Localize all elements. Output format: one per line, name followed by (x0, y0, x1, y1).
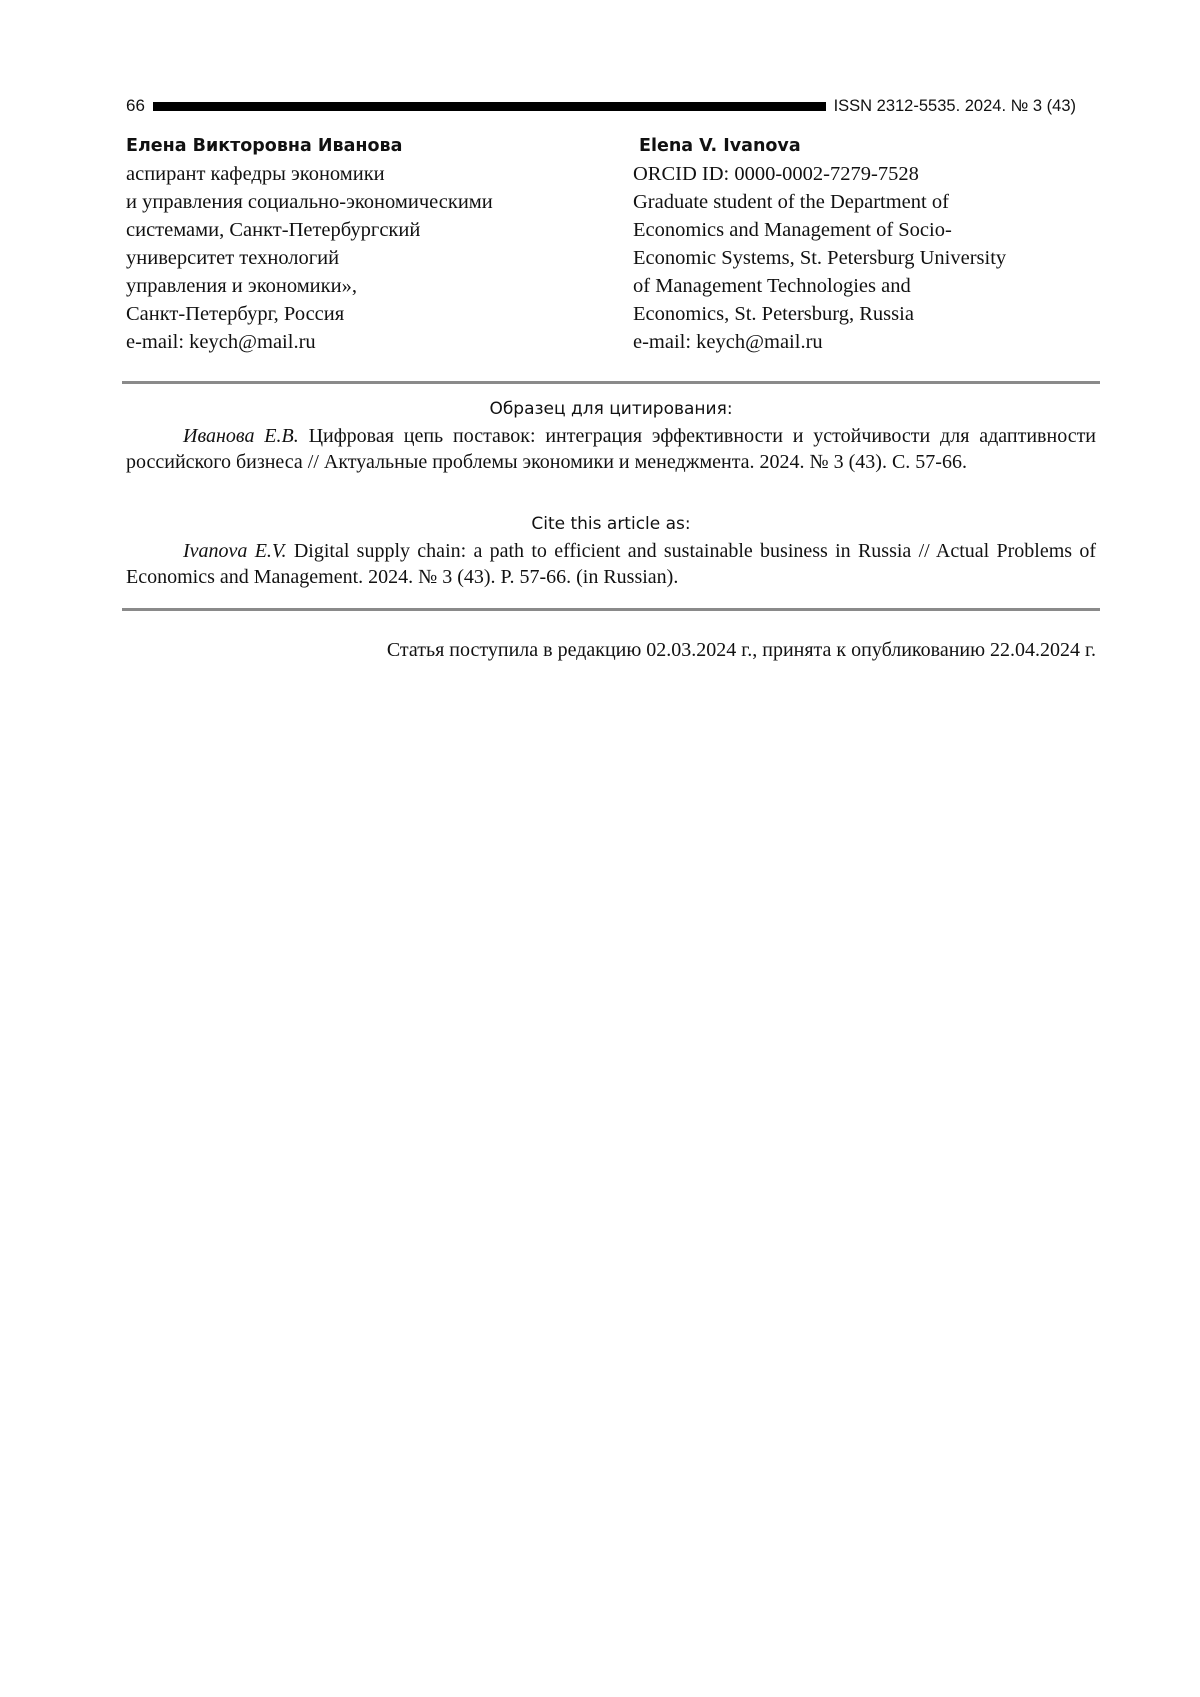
author-affiliation-line: управления и экономики», (126, 275, 357, 297)
section-divider-bottom (122, 608, 1100, 611)
citation-authors-ru: Иванова Е.В. (183, 425, 299, 447)
citation-heading-ru: Образец для цитирования: (489, 399, 733, 419)
author-location: Санкт-Петербург, Россия (126, 303, 345, 325)
author-email-ru: e-mail: keych@mail.ru (126, 331, 316, 353)
page-number: 66 (126, 96, 145, 115)
citation-en (126, 538, 1096, 590)
section-divider-top (122, 381, 1100, 384)
author-affiliation-line: of Management Technologies and (633, 275, 911, 297)
author-affiliation-line: университет технологий (126, 247, 340, 269)
author-info-en (633, 132, 1096, 356)
citation-ru (126, 423, 1096, 475)
author-affiliation-line: аспирант кафедры экономики (126, 163, 385, 185)
author-email-en: e-mail: keych@mail.ru (633, 331, 823, 353)
author-affiliation-line: Economic Systems, St. Petersburg University (633, 247, 1007, 269)
citation-text-en: Digital supply chain: a path to efficient and sustainable business in Russia // Actual Problems of Economics and Management. 2024. № 3 (43). P. 57-66. (in Russian). (126, 540, 1096, 588)
running-header (126, 94, 1076, 118)
author-affiliation-line: Economics and Management of Socio- (633, 219, 952, 241)
author-location: Economics, St. Petersburg, Russia (633, 303, 914, 325)
received-date-note: Статья поступила в редакцию 02.03.2024 г., принята к опубликованию 22.04.2024 г. (386, 639, 1096, 661)
author-name-ru: Елена Викторовна Иванова (126, 136, 403, 156)
citation-text-ru: Цифровая цепь поставок: интеграция эффективности и устойчивости для адаптивности российского бизнеса // Актуальные проблемы экономики и менеджмента. 2024. № 3 (43). С. 57-66. (126, 425, 1097, 473)
journal-issn: ISSN 2312-5535. 2024. № 3 (43) (833, 97, 1076, 115)
header-rule (153, 102, 826, 111)
citation-heading-en: Cite this article as: (531, 514, 691, 534)
author-name-en: Elena V. Ivanova (639, 136, 801, 156)
citation-authors-en: Ivanova E.V. (183, 540, 287, 562)
author-affiliation-line: системами, Санкт-Петербургский (126, 219, 421, 241)
author-info (126, 132, 1096, 356)
author-orcid: ORCID ID: 0000-0002-7279-7528 (633, 163, 919, 185)
author-affiliation-line: и управления социально-экономическими (126, 191, 493, 213)
author-affiliation-line: Graduate student of the Department of (633, 191, 949, 213)
author-info-ru (126, 132, 633, 356)
